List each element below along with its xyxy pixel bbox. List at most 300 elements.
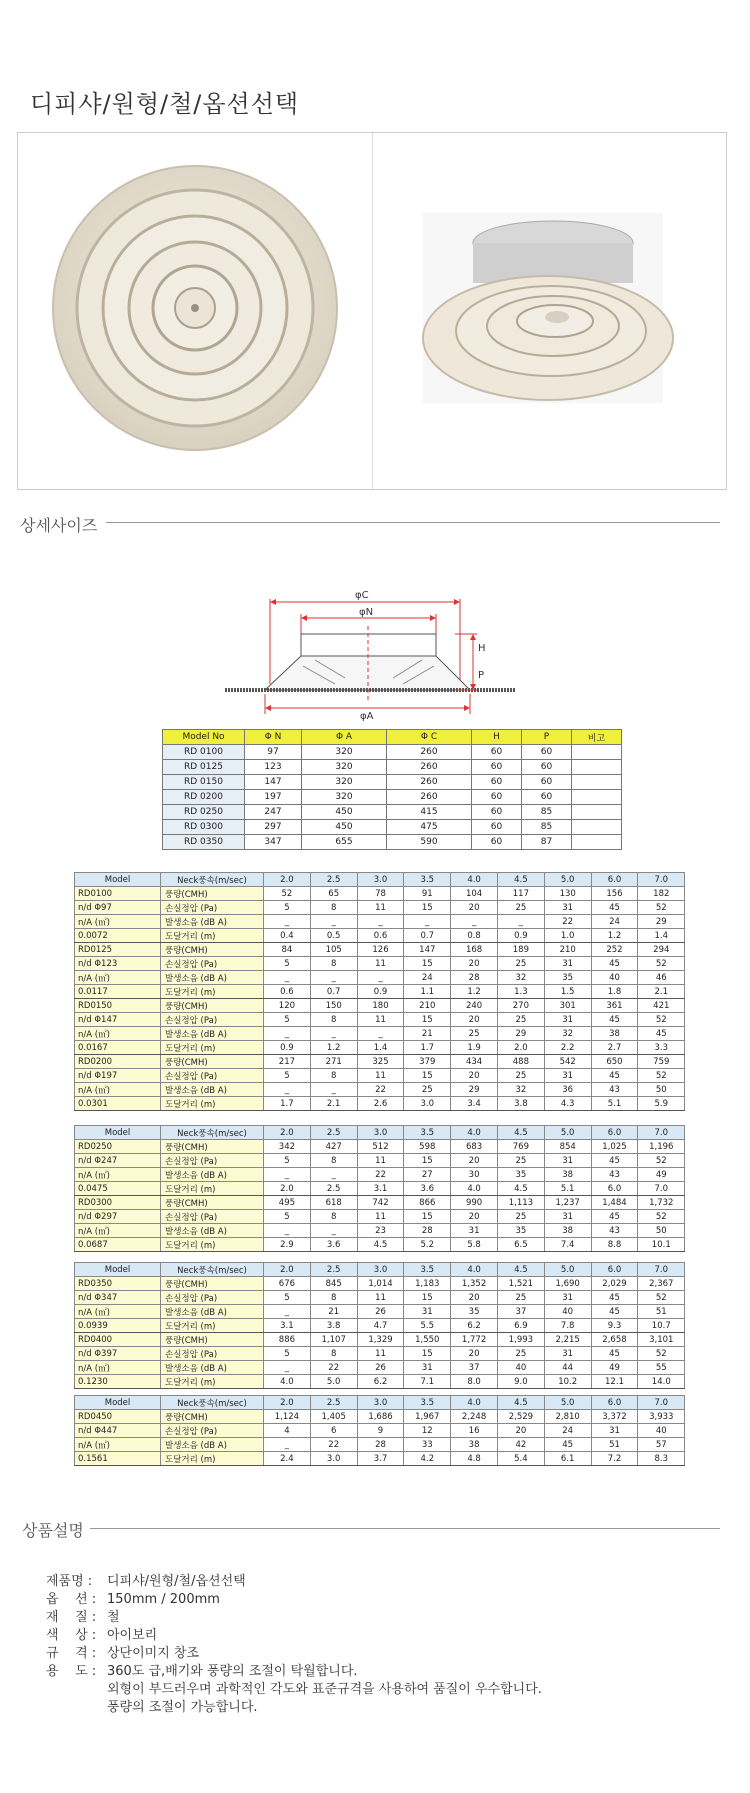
table-cell: _ (310, 971, 357, 985)
table-cell: 2.2 (544, 1041, 591, 1055)
speed-header: 2.0 (264, 873, 311, 887)
table-cell: 1.3 (497, 985, 544, 999)
table-cell: 8 (310, 957, 357, 971)
table-cell: _ (264, 1083, 311, 1097)
diffuser-front-photo (18, 133, 372, 489)
table-cell: 1,772 (451, 1333, 498, 1347)
table-cell: 2,248 (451, 1410, 498, 1424)
table-cell: 434 (451, 1055, 498, 1069)
table-cell: 1,183 (404, 1277, 451, 1291)
table-row (75, 1027, 685, 1041)
table-cell: 60 (522, 790, 572, 805)
speed-header: 3.0 (357, 873, 404, 887)
table-row (75, 957, 685, 971)
table-cell: 45 (591, 1210, 638, 1224)
table-cell: 31 (544, 1210, 591, 1224)
table-cell: 197 (245, 790, 302, 805)
table-row (75, 1333, 685, 1347)
table-cell: 45 (591, 1069, 638, 1083)
table-cell: 11 (357, 1291, 404, 1305)
table-cell: 40 (497, 1361, 544, 1375)
table-cell: 4.7 (357, 1319, 404, 1333)
table-cell: 361 (591, 999, 638, 1013)
performance-table-header (75, 1126, 685, 1140)
model-info-cell: RD0400 (75, 1333, 161, 1347)
table-row (75, 1154, 685, 1168)
table-cell: 1,014 (357, 1277, 404, 1291)
table-cell: 6.9 (497, 1319, 544, 1333)
table-cell: 7.1 (404, 1375, 451, 1389)
table-cell: 8.0 (451, 1375, 498, 1389)
table-cell: 8 (310, 1210, 357, 1224)
table-cell: 60 (472, 805, 522, 820)
table-cell: 655 (302, 835, 387, 850)
table-cell: 1,686 (357, 1410, 404, 1424)
row-label-cell: 풍량(CMH) (161, 1277, 264, 1291)
speed-header: 6.0 (591, 1396, 638, 1410)
table-cell: 2.5 (310, 1182, 357, 1196)
table-cell: 24 (591, 915, 638, 929)
performance-table-header (75, 1263, 685, 1277)
section-divider (90, 1528, 720, 1529)
table-cell: 1,025 (591, 1140, 638, 1154)
table-cell: 5 (264, 1347, 311, 1361)
table-cell: 5.1 (544, 1182, 591, 1196)
neck-speed-header: Neck풍속(m/sec) (161, 1126, 264, 1140)
table-cell: _ (264, 1224, 311, 1238)
speed-header: 7.0 (638, 1396, 685, 1410)
table-cell: 126 (357, 943, 404, 957)
table-cell: 247 (245, 805, 302, 820)
table-cell: 37 (497, 1305, 544, 1319)
page-title: 디피샤/원형/철/옵션선택 (30, 90, 300, 118)
row-label-cell: 도달거리 (m) (161, 929, 264, 943)
table-cell: 1.8 (591, 985, 638, 999)
table-cell: 1.4 (357, 1041, 404, 1055)
table-cell: 1,237 (544, 1196, 591, 1210)
table-cell: 415 (387, 805, 472, 820)
description-value: 150mm / 200mm (107, 1592, 220, 1607)
table-cell: 1,967 (404, 1410, 451, 1424)
table-cell: _ (497, 915, 544, 929)
speed-header: 4.5 (497, 873, 544, 887)
description-key: 재 질 : (46, 1610, 97, 1625)
row-label-cell: 풍량(CMH) (161, 1140, 264, 1154)
table-cell: 29 (451, 1083, 498, 1097)
model-info-cell: n/A (㎡) (75, 915, 161, 929)
model-info-cell: n/d Φ397 (75, 1347, 161, 1361)
model-info-cell: 0.0301 (75, 1097, 161, 1111)
table-row (75, 999, 685, 1013)
table-cell: 23 (357, 1224, 404, 1238)
column-header: Φ N (245, 730, 302, 745)
table-cell: 475 (387, 820, 472, 835)
table-cell: 866 (404, 1196, 451, 1210)
table-cell: 85 (522, 820, 572, 835)
table-cell: _ (264, 1361, 311, 1375)
table-cell: 2.6 (357, 1097, 404, 1111)
table-cell: 10.2 (544, 1375, 591, 1389)
table-cell: 20 (451, 1347, 498, 1361)
row-label-cell: 도달거리 (m) (161, 1041, 264, 1055)
table-cell: 15 (404, 1013, 451, 1027)
table-cell: 3.3 (638, 1041, 685, 1055)
table-cell: 22 (310, 1438, 357, 1452)
table-cell: 1,550 (404, 1333, 451, 1347)
row-label-cell: 발생소음 (dB A) (161, 1305, 264, 1319)
table-row (75, 1375, 685, 1389)
model-info-cell: RD0125 (75, 943, 161, 957)
table-cell: 3.6 (310, 1238, 357, 1252)
table-cell: 45 (591, 1305, 638, 1319)
table-cell: 854 (544, 1140, 591, 1154)
table-cell: 52 (638, 1210, 685, 1224)
model-info-cell: 0.0167 (75, 1041, 161, 1055)
row-label-cell: 도달거리 (m) (161, 1238, 264, 1252)
table-cell: 260 (387, 790, 472, 805)
speed-header: 7.0 (638, 1126, 685, 1140)
table-cell: 60 (522, 745, 572, 760)
table-cell: 4.2 (404, 1452, 451, 1466)
description-key: 용 도 : (46, 1664, 97, 1679)
table-cell: 2,029 (591, 1277, 638, 1291)
table-cell: 11 (357, 1347, 404, 1361)
row-label-cell: 도달거리 (m) (161, 1375, 264, 1389)
table-cell: 5.1 (591, 1097, 638, 1111)
table-cell: _ (404, 915, 451, 929)
description-row (46, 1663, 542, 1681)
table-cell: 38 (544, 1224, 591, 1238)
table-row (75, 1319, 685, 1333)
row-label-cell: 발생소음 (dB A) (161, 971, 264, 985)
speed-header: 6.0 (591, 1263, 638, 1277)
table-cell: 347 (245, 835, 302, 850)
table-cell: 60 (472, 835, 522, 850)
table-cell: 25 (451, 1027, 498, 1041)
row-label-cell: 손실정압 (Pa) (161, 1154, 264, 1168)
row-label-cell: 손실정압 (Pa) (161, 1291, 264, 1305)
description-row (46, 1681, 542, 1699)
description-key: 규 격 : (46, 1646, 97, 1661)
table-cell: 24 (404, 971, 451, 985)
speed-header: 4.5 (497, 1126, 544, 1140)
table-cell (572, 805, 622, 820)
table-cell: 7.4 (544, 1238, 591, 1252)
table-cell: 5 (264, 1069, 311, 1083)
model-info-cell: n/d Φ123 (75, 957, 161, 971)
table-cell: 1,405 (310, 1410, 357, 1424)
table-cell: 1,113 (497, 1196, 544, 1210)
table-cell: 50 (638, 1224, 685, 1238)
table-cell: 40 (591, 971, 638, 985)
table-cell: 22 (544, 915, 591, 929)
table-cell: 270 (497, 999, 544, 1013)
table-cell: 3.0 (310, 1452, 357, 1466)
table-cell: 11 (357, 957, 404, 971)
model-info-cell: n/d Φ297 (75, 1210, 161, 1224)
table-cell: 488 (497, 1055, 544, 1069)
table-cell: 886 (264, 1333, 311, 1347)
table-cell (572, 835, 622, 850)
table-cell: 60 (472, 775, 522, 790)
table-cell: 28 (357, 1438, 404, 1452)
table-cell: 49 (591, 1361, 638, 1375)
table-row (75, 985, 685, 999)
table-cell (572, 760, 622, 775)
performance-table (74, 1125, 685, 1252)
model-info-cell: n/d Φ247 (75, 1154, 161, 1168)
table-cell: 1.0 (544, 929, 591, 943)
table-cell: 0.4 (264, 929, 311, 943)
table-cell: 15 (404, 1069, 451, 1083)
model-header: Model (75, 873, 161, 887)
table-cell: 5.4 (497, 1452, 544, 1466)
model-info-cell: n/d Φ447 (75, 1424, 161, 1438)
model-info-cell: RD0350 (75, 1277, 161, 1291)
table-cell: 4.3 (544, 1097, 591, 1111)
table-row (75, 1196, 685, 1210)
table-cell: 2,529 (497, 1410, 544, 1424)
table-cell: 12 (404, 1424, 451, 1438)
table-cell: 31 (544, 957, 591, 971)
table-cell: 450 (302, 805, 387, 820)
table-cell: 52 (638, 1013, 685, 1027)
table-cell: 36 (544, 1083, 591, 1097)
table-cell: 43 (591, 1224, 638, 1238)
dimension-diagram (225, 586, 545, 726)
speed-header: 3.0 (357, 1396, 404, 1410)
table-cell: 2.4 (264, 1452, 311, 1466)
column-header: Model No (163, 730, 245, 745)
table-cell: 20 (451, 1154, 498, 1168)
model-header: Model (75, 1396, 161, 1410)
table-cell: 21 (404, 1027, 451, 1041)
model-no-cell: RD 0100 (163, 745, 245, 760)
table-row (75, 1069, 685, 1083)
model-info-cell: RD0200 (75, 1055, 161, 1069)
table-cell: 60 (472, 790, 522, 805)
table-cell: 3.7 (357, 1452, 404, 1466)
table-cell: 60 (472, 820, 522, 835)
model-info-cell: 0.0939 (75, 1319, 161, 1333)
description-value: 360도 급,배기와 풍량의 조절이 탁월합니다. (107, 1664, 358, 1679)
table-cell: 3.0 (404, 1097, 451, 1111)
table-cell: 52 (638, 1291, 685, 1305)
table-cell: 0.9 (357, 985, 404, 999)
table-cell: 52 (638, 957, 685, 971)
table-cell: 16 (451, 1424, 498, 1438)
diffuser-side-photo (373, 133, 727, 489)
table-cell: 8 (310, 1069, 357, 1083)
table-cell (572, 790, 622, 805)
table-cell: 25 (497, 901, 544, 915)
table-cell: 6.1 (544, 1452, 591, 1466)
table-cell: 31 (591, 1424, 638, 1438)
model-info-cell: RD0150 (75, 999, 161, 1013)
table-row (75, 929, 685, 943)
speed-header: 4.0 (451, 1396, 498, 1410)
speed-header: 2.5 (310, 1396, 357, 1410)
table-cell: _ (451, 915, 498, 929)
speed-header: 3.0 (357, 1126, 404, 1140)
table-cell: 15 (404, 1154, 451, 1168)
row-label-cell: 손실정압 (Pa) (161, 1210, 264, 1224)
table-cell: 252 (591, 943, 638, 957)
table-cell: _ (310, 1027, 357, 1041)
speed-header: 2.5 (310, 1126, 357, 1140)
table-cell: 15 (404, 1210, 451, 1224)
speed-header: 6.0 (591, 1126, 638, 1140)
column-header: Φ C (387, 730, 472, 745)
table-cell: 0.9 (264, 1041, 311, 1055)
table-row (75, 1041, 685, 1055)
table-row (163, 805, 622, 820)
table-cell: 7.0 (638, 1182, 685, 1196)
table-cell: 45 (591, 957, 638, 971)
table-cell: 342 (264, 1140, 311, 1154)
speed-header: 4.5 (497, 1396, 544, 1410)
product-desc-heading: 상품설명 (22, 1521, 84, 1540)
table-cell: 45 (544, 1438, 591, 1452)
table-cell: 55 (638, 1361, 685, 1375)
table-cell: 117 (497, 887, 544, 901)
table-row (75, 1424, 685, 1438)
table-cell: 1,484 (591, 1196, 638, 1210)
dim-label-n: φN (359, 607, 374, 618)
description-row (46, 1627, 542, 1645)
table-cell: 22 (357, 1168, 404, 1182)
table-row (163, 775, 622, 790)
dimension-table-header (163, 730, 622, 745)
table-cell: 14.0 (638, 1375, 685, 1389)
table-row (163, 790, 622, 805)
row-label-cell: 손실정압 (Pa) (161, 1069, 264, 1083)
table-cell: 104 (451, 887, 498, 901)
model-info-cell: n/A (㎡) (75, 971, 161, 985)
table-cell: 31 (451, 1224, 498, 1238)
column-header: 비고 (572, 730, 622, 745)
product-photos (17, 132, 727, 490)
table-cell: 50 (638, 1083, 685, 1097)
table-cell: 3.1 (264, 1319, 311, 1333)
table-cell: 9 (357, 1424, 404, 1438)
table-cell: 618 (310, 1196, 357, 1210)
table-cell: 30 (451, 1168, 498, 1182)
table-cell: 120 (264, 999, 311, 1013)
table-cell: 25 (497, 1347, 544, 1361)
table-cell: 2.0 (497, 1041, 544, 1055)
speed-header: 5.0 (544, 1126, 591, 1140)
table-row (75, 1452, 685, 1466)
table-row (75, 1083, 685, 1097)
table-cell: 60 (522, 760, 572, 775)
table-cell: 168 (451, 943, 498, 957)
table-cell: 427 (310, 1140, 357, 1154)
table-cell: _ (310, 1083, 357, 1097)
table-cell: 5 (264, 1291, 311, 1305)
description-row (46, 1609, 542, 1627)
table-cell: _ (264, 915, 311, 929)
table-row (75, 1097, 685, 1111)
table-row (75, 1168, 685, 1182)
table-cell: 28 (404, 1224, 451, 1238)
table-cell: 91 (404, 887, 451, 901)
table-cell: 25 (497, 957, 544, 971)
table-cell: 210 (544, 943, 591, 957)
table-cell: 294 (638, 943, 685, 957)
model-no-cell: RD 0300 (163, 820, 245, 835)
table-cell: 84 (264, 943, 311, 957)
table-cell: 25 (497, 1210, 544, 1224)
table-cell: 1.5 (544, 985, 591, 999)
table-cell: 1.2 (310, 1041, 357, 1055)
table-cell: 33 (404, 1438, 451, 1452)
model-info-cell: n/A (㎡) (75, 1224, 161, 1238)
performance-table-header (75, 1396, 685, 1410)
speed-header: 5.0 (544, 873, 591, 887)
table-row (75, 1224, 685, 1238)
model-info-cell: n/A (㎡) (75, 1438, 161, 1452)
table-cell: _ (264, 1168, 311, 1182)
table-cell: 495 (264, 1196, 311, 1210)
speed-header: 2.0 (264, 1396, 311, 1410)
table-cell: 189 (497, 943, 544, 957)
table-cell: 49 (638, 1168, 685, 1182)
table-cell: 87 (522, 835, 572, 850)
table-cell: 2.9 (264, 1238, 311, 1252)
description-key: 색 상 : (46, 1628, 97, 1643)
table-cell: 240 (451, 999, 498, 1013)
table-cell: 65 (310, 887, 357, 901)
model-info-cell: RD0450 (75, 1410, 161, 1424)
speed-header: 3.5 (404, 1396, 451, 1410)
model-no-cell: RD 0150 (163, 775, 245, 790)
table-cell: 4.0 (264, 1375, 311, 1389)
table-cell: 24 (544, 1424, 591, 1438)
table-cell: 180 (357, 999, 404, 1013)
table-row (163, 820, 622, 835)
table-cell: 51 (638, 1305, 685, 1319)
table-cell: 0.8 (451, 929, 498, 943)
table-cell: 25 (497, 1013, 544, 1027)
table-cell: 25 (497, 1069, 544, 1083)
neck-speed-header: Neck풍속(m/sec) (161, 1263, 264, 1277)
table-cell: 3.1 (357, 1182, 404, 1196)
performance-table (74, 1262, 685, 1389)
table-cell: 8 (310, 1347, 357, 1361)
speed-header: 6.0 (591, 873, 638, 887)
table-cell: 1.7 (264, 1097, 311, 1111)
row-label-cell: 손실정압 (Pa) (161, 1347, 264, 1361)
table-cell: 0.6 (357, 929, 404, 943)
table-row (75, 1013, 685, 1027)
table-cell: 301 (544, 999, 591, 1013)
column-header: P (522, 730, 572, 745)
table-cell: 20 (497, 1424, 544, 1438)
table-cell: 4.5 (497, 1182, 544, 1196)
model-no-cell: RD 0350 (163, 835, 245, 850)
table-cell: 31 (404, 1305, 451, 1319)
table-cell (572, 745, 622, 760)
table-cell: 1,521 (497, 1277, 544, 1291)
row-label-cell: 풍량(CMH) (161, 999, 264, 1013)
table-cell: 1,196 (638, 1140, 685, 1154)
table-cell: 8.3 (638, 1452, 685, 1466)
table-cell: 260 (387, 745, 472, 760)
row-label-cell: 발생소음 (dB A) (161, 1361, 264, 1375)
table-cell: 8 (310, 1013, 357, 1027)
speed-header: 4.0 (451, 873, 498, 887)
